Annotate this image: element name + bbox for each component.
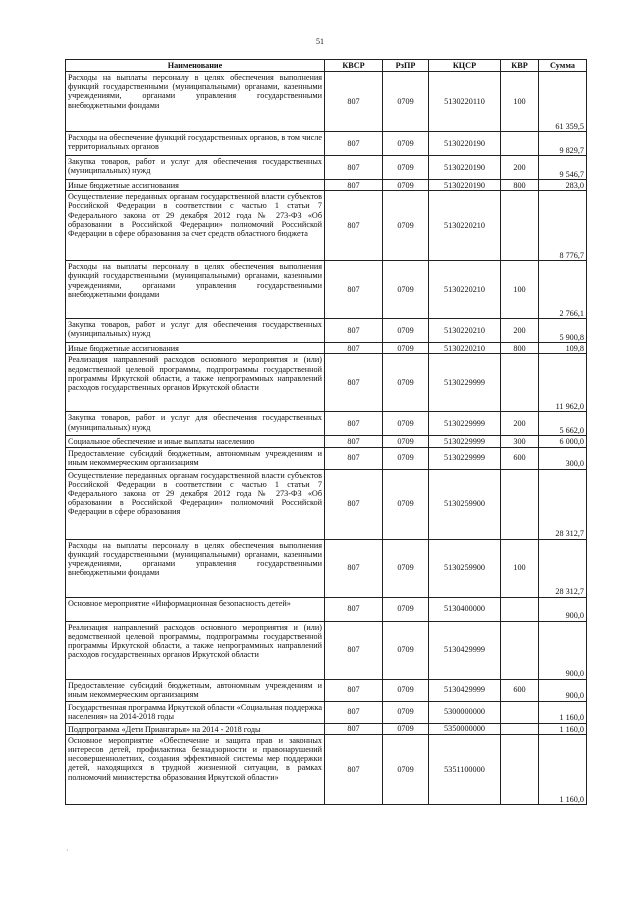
row-rzpr: 0709 — [383, 412, 429, 436]
row-kvsr: 807 — [325, 539, 383, 597]
table-row — [66, 679, 587, 701]
row-rzpr: 0709 — [383, 447, 429, 469]
row-kcsr: 5130220210 — [429, 191, 501, 261]
row-kcsr: 5130229999 — [429, 436, 501, 447]
row-kvr — [501, 354, 539, 412]
row-kvsr: 807 — [325, 156, 383, 180]
table-row — [66, 621, 587, 679]
row-rzpr: 0709 — [383, 354, 429, 412]
row-rzpr: 0709 — [383, 701, 429, 723]
row-rzpr: 0709 — [383, 343, 429, 354]
table-row — [66, 354, 587, 412]
row-sum: 109,8 — [539, 343, 587, 354]
row-name: Предоставление субсидий бюджетным, автономным учреждениям и иным некоммерческим организациям — [66, 447, 325, 469]
row-kcsr: 5130220210 — [429, 261, 501, 319]
table-row — [66, 469, 587, 539]
row-kcsr: 5130229999 — [429, 354, 501, 412]
row-kvsr: 807 — [325, 319, 383, 343]
row-kvsr: 807 — [325, 447, 383, 469]
row-kvr: 100 — [501, 539, 539, 597]
row-kvr — [501, 723, 539, 734]
table-row — [66, 156, 587, 180]
row-sum: 283,0 — [539, 180, 587, 191]
row-rzpr: 0709 — [383, 597, 429, 621]
table-row — [66, 261, 587, 319]
row-kcsr: 5130229999 — [429, 412, 501, 436]
row-kvsr: 807 — [325, 701, 383, 723]
row-kcsr: 5130220210 — [429, 319, 501, 343]
row-kvsr: 807 — [325, 343, 383, 354]
row-kvr: 100 — [501, 72, 539, 132]
row-kvr: 800 — [501, 343, 539, 354]
row-kvsr: 807 — [325, 132, 383, 156]
row-sum: 8 776,7 — [539, 191, 587, 261]
scan-mark: · — [66, 846, 69, 855]
row-kcsr: 5130259900 — [429, 539, 501, 597]
row-rzpr: 0709 — [383, 734, 429, 804]
row-rzpr: 0709 — [383, 319, 429, 343]
row-name: Закупка товаров, работ и услуг для обеспечения государственных (муниципальных) нужд — [66, 156, 325, 180]
row-name: Расходы на обеспечение функций государственных органов, в том числе территориальных органов — [66, 132, 325, 156]
row-sum: 28 312,7 — [539, 469, 587, 539]
row-kcsr: 5130220210 — [429, 343, 501, 354]
row-kcsr: 5130220190 — [429, 180, 501, 191]
row-sum: 9 546,7 — [539, 156, 587, 180]
row-sum: 5 900,8 — [539, 319, 587, 343]
row-kcsr: 5130429999 — [429, 621, 501, 679]
table-row — [66, 734, 587, 804]
row-sum: 300,0 — [539, 447, 587, 469]
header-kvsr: КВСР — [325, 60, 383, 72]
row-kvr — [501, 701, 539, 723]
row-kvr: 200 — [501, 156, 539, 180]
row-sum: 1 160,0 — [539, 701, 587, 723]
row-rzpr: 0709 — [383, 469, 429, 539]
row-name: Основное мероприятие «Информационная безопасность детей» — [66, 597, 325, 621]
row-kcsr: 5130220190 — [429, 156, 501, 180]
row-sum: 900,0 — [539, 597, 587, 621]
row-kvsr: 807 — [325, 354, 383, 412]
row-sum: 61 359,5 — [539, 72, 587, 132]
row-name: Закупка товаров, работ и услуг для обеспечения государственных (муниципальных) нужд — [66, 319, 325, 343]
table-row — [66, 597, 587, 621]
table-row — [66, 343, 587, 354]
row-kcsr: 5130400000 — [429, 597, 501, 621]
row-kvsr: 807 — [325, 412, 383, 436]
row-kcsr: 5351100000 — [429, 734, 501, 804]
row-sum: 2 766,1 — [539, 261, 587, 319]
row-kcsr: 5130220190 — [429, 132, 501, 156]
row-name: Основное мероприятие «Обеспечение и защита прав и законных интересов детей, профилактика безнадзорности и правонарушений несовершеннолетних, создания эффективной системы мер поддержки детей, находящихся в трудной жизненной ситуации, в рамках полномочий министерства образования Иркутской области» — [66, 734, 325, 804]
table-row — [66, 319, 587, 343]
row-name: Закупка товаров, работ и услуг для обеспечения государственных (муниципальных) нужд — [66, 412, 325, 436]
row-kcsr: 5300000000 — [429, 701, 501, 723]
row-kcsr: 5130220110 — [429, 72, 501, 132]
row-kvr: 300 — [501, 436, 539, 447]
row-name: Осуществление переданных органам государственной власти субъектов Российской Федерации в соответствии с частью 1 статьи 7 Федерального закона от 29 декабря 2012 года № 273-ФЗ «Об образовании в Российской Федерации» полномочий Российской Федерации в сфере образования за счет средств областного бюджета — [66, 191, 325, 261]
row-name: Расходы на выплаты персоналу в целях обеспечения выполнения функций государственными (муниципальными) органами, казенными учреждениями, органами управления государственными внебюджетными фондами — [66, 72, 325, 132]
header-sum: Сумма — [539, 60, 587, 72]
table-row — [66, 72, 587, 132]
row-sum: 5 662,0 — [539, 412, 587, 436]
row-rzpr: 0709 — [383, 679, 429, 701]
page-number: 51 — [316, 37, 324, 46]
row-sum: 28 312,7 — [539, 539, 587, 597]
row-name: Иные бюджетные ассигнования — [66, 180, 325, 191]
table-row — [66, 191, 587, 261]
row-kvsr: 807 — [325, 469, 383, 539]
row-sum: 11 962,0 — [539, 354, 587, 412]
header-name: Наименование — [66, 60, 325, 72]
row-kvsr: 807 — [325, 191, 383, 261]
row-name: Расходы на выплаты персоналу в целях обеспечения выполнения функций государственными (муниципальными) органами, казенными учреждениями, органами управления государственными внебюджетными фондами — [66, 539, 325, 597]
row-kvr: 200 — [501, 412, 539, 436]
row-kvsr: 807 — [325, 72, 383, 132]
row-kvsr: 807 — [325, 261, 383, 319]
row-kvsr: 807 — [325, 621, 383, 679]
row-sum: 6 000,0 — [539, 436, 587, 447]
row-kvr: 600 — [501, 679, 539, 701]
row-name: Реализация направлений расходов основного мероприятия и (или) ведомственной целевой программы, подпрограммы государственной программы Иркутской области, а также непрограммных направлений расходов государственных органов Иркутской области — [66, 621, 325, 679]
row-kvr: 600 — [501, 447, 539, 469]
row-sum: 1 160,0 — [539, 723, 587, 734]
row-name: Реализация направлений расходов основного мероприятия и (или) ведомственной целевой программы, подпрограммы государственной программы Иркутской области, а также непрограммных направлений расходов государственных органов Иркутской области — [66, 354, 325, 412]
row-rzpr: 0709 — [383, 191, 429, 261]
row-kvr: 800 — [501, 180, 539, 191]
table-row — [66, 436, 587, 447]
row-kvr — [501, 734, 539, 804]
row-sum: 1 160,0 — [539, 734, 587, 804]
row-rzpr: 0709 — [383, 261, 429, 319]
table-row — [66, 447, 587, 469]
row-kvsr: 807 — [325, 723, 383, 734]
row-rzpr: 0709 — [383, 539, 429, 597]
budget-table — [65, 59, 587, 805]
row-kvr — [501, 621, 539, 679]
row-rzpr: 0709 — [383, 723, 429, 734]
row-kvr — [501, 191, 539, 261]
row-kvsr: 807 — [325, 436, 383, 447]
row-kvr: 100 — [501, 261, 539, 319]
row-sum: 9 829,7 — [539, 132, 587, 156]
row-rzpr: 0709 — [383, 132, 429, 156]
row-rzpr: 0709 — [383, 621, 429, 679]
row-kvsr: 807 — [325, 180, 383, 191]
row-name: Государственная программа Иркутской области «Социальная поддержка населения» на 2014-2018 годы — [66, 701, 325, 723]
row-name: Осуществление переданных органам государственной власти субъектов Российской Федерации в соответствии с частью 1 статьи 7 Федерального закона от 29 декабря 2012 года № 273-ФЗ «Об образовании в Российской Федерации» полномочий Российской Федерации в сфере образования — [66, 469, 325, 539]
row-kvr — [501, 132, 539, 156]
row-kcsr: 5350000000 — [429, 723, 501, 734]
table-row — [66, 132, 587, 156]
row-kcsr: 5130259900 — [429, 469, 501, 539]
row-kvr — [501, 597, 539, 621]
table-row — [66, 539, 587, 597]
row-kcsr: 5130429999 — [429, 679, 501, 701]
row-rzpr: 0709 — [383, 180, 429, 191]
row-kvr: 200 — [501, 319, 539, 343]
table-row — [66, 723, 587, 734]
row-rzpr: 0709 — [383, 72, 429, 132]
row-name: Иные бюджетные ассигнования — [66, 343, 325, 354]
table-header-row — [66, 60, 587, 72]
table-row — [66, 180, 587, 191]
row-sum: 900,0 — [539, 621, 587, 679]
row-kvsr: 807 — [325, 597, 383, 621]
row-kvr — [501, 469, 539, 539]
row-name: Подпрограмма «Дети Приангарья» на 2014 - 2018 годы — [66, 723, 325, 734]
row-name: Расходы на выплаты персоналу в целях обеспечения выполнения функций государственными (муниципальными) органами, казенными учреждениями, органами управления государственными внебюджетными фондами — [66, 261, 325, 319]
header-kvr: КВР — [501, 60, 539, 72]
table-row — [66, 701, 587, 723]
row-kvsr: 807 — [325, 679, 383, 701]
table-row — [66, 412, 587, 436]
row-name: Предоставление субсидий бюджетным, автономным учреждениям и иным некоммерческим организациям — [66, 679, 325, 701]
row-name: Социальное обеспечение и иные выплаты населению — [66, 436, 325, 447]
row-sum: 900,0 — [539, 679, 587, 701]
header-kcsr: КЦСР — [429, 60, 501, 72]
row-rzpr: 0709 — [383, 156, 429, 180]
row-kvsr: 807 — [325, 734, 383, 804]
row-kcsr: 5130229999 — [429, 447, 501, 469]
row-rzpr: 0709 — [383, 436, 429, 447]
header-rzpr: РзПР — [383, 60, 429, 72]
